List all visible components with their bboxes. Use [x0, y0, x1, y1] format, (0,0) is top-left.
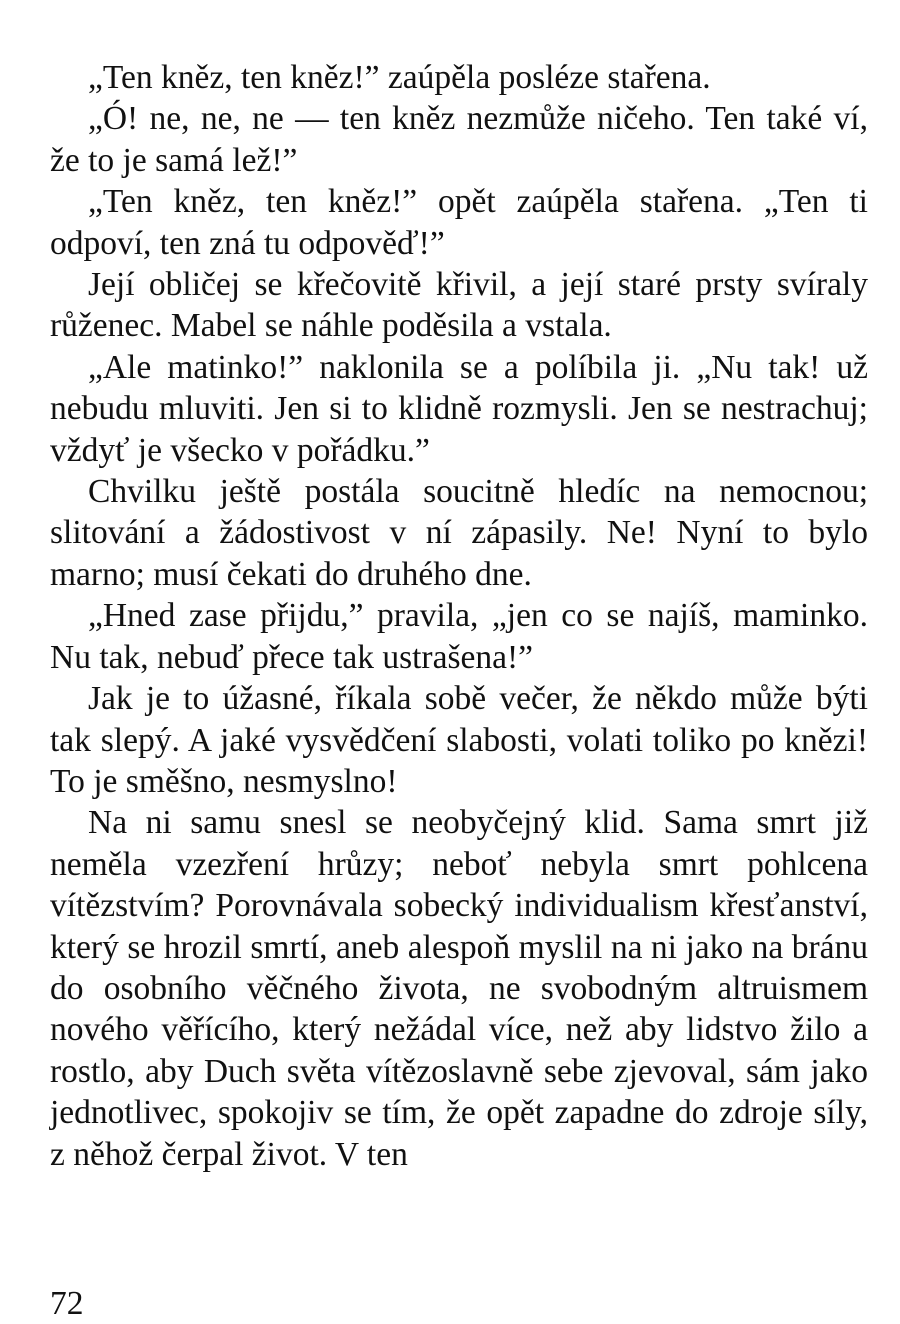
paragraph: Na ni samu snesl se neobyčejný klid. Sama smrt již neměla vzezření hrůzy; neboť nebyla smrt pohlcena vítězstvím? Porovnávala sobecký individualism křesťanství, který se hrozil smrtí, aneb alespoň myslil na ni jako na bránu do osobního věčného života, ne svobodným altruismem nového věřícího, který nežádal více, než aby lidstvo žilo a rostlo, aby Duch světa vítězoslavně sebe zjevoval, sám jako jednotlivec, spokojiv se tím, že opět zapadne do zdroje síly, z něhož čerpal život. V ten — [50, 804, 868, 1173]
paragraph: „Ten kněz, ten kněz!” opět zaúpěla stařena. „Ten ti odpoví, ten zná tu odpověď!” — [50, 183, 868, 262]
paragraph: Chvilku ještě postála soucitně hledíc na nemocnou; slitování a žádostivost v ní zápasily. Ne! Nyní to bylo marno; musí čekati do druhého dne. — [50, 473, 868, 593]
paragraph: „Ale matinko!” naklonila se a políbila ji. „Nu tak! už nebudu mluviti. Jen si to klidně rozmysli. Jen se nestrachuj; vždyť je všecko v pořádku.” — [50, 348, 868, 469]
paragraph: Její obličej se křečovitě křivil, a její staré prsty svíraly růženec. Mabel se náhle poděsila a vstala. — [50, 266, 868, 345]
paragraph: „Ten kněz, ten kněz!” zaúpěla posléze stařena. — [88, 59, 711, 96]
paragraph: „Hned zase přijdu,” pravila, „jen co se najíš, maminko. Nu tak, nebuď přece tak ustrašena!” — [50, 597, 868, 676]
page-text — [50, 57, 868, 1175]
paragraph: „Ó! ne, ne, ne — ten kněz nezmůže ničeho. Ten také ví, že to je samá lež!” — [50, 100, 868, 179]
paragraph: Jak je to úžasné, říkala sobě večer, že někdo může býti tak slepý. A jaké vysvědčení slabosti, volati toliko po knězi! To je směšno, nesmyslno! — [50, 680, 868, 800]
page-number: 72 — [50, 1285, 84, 1322]
